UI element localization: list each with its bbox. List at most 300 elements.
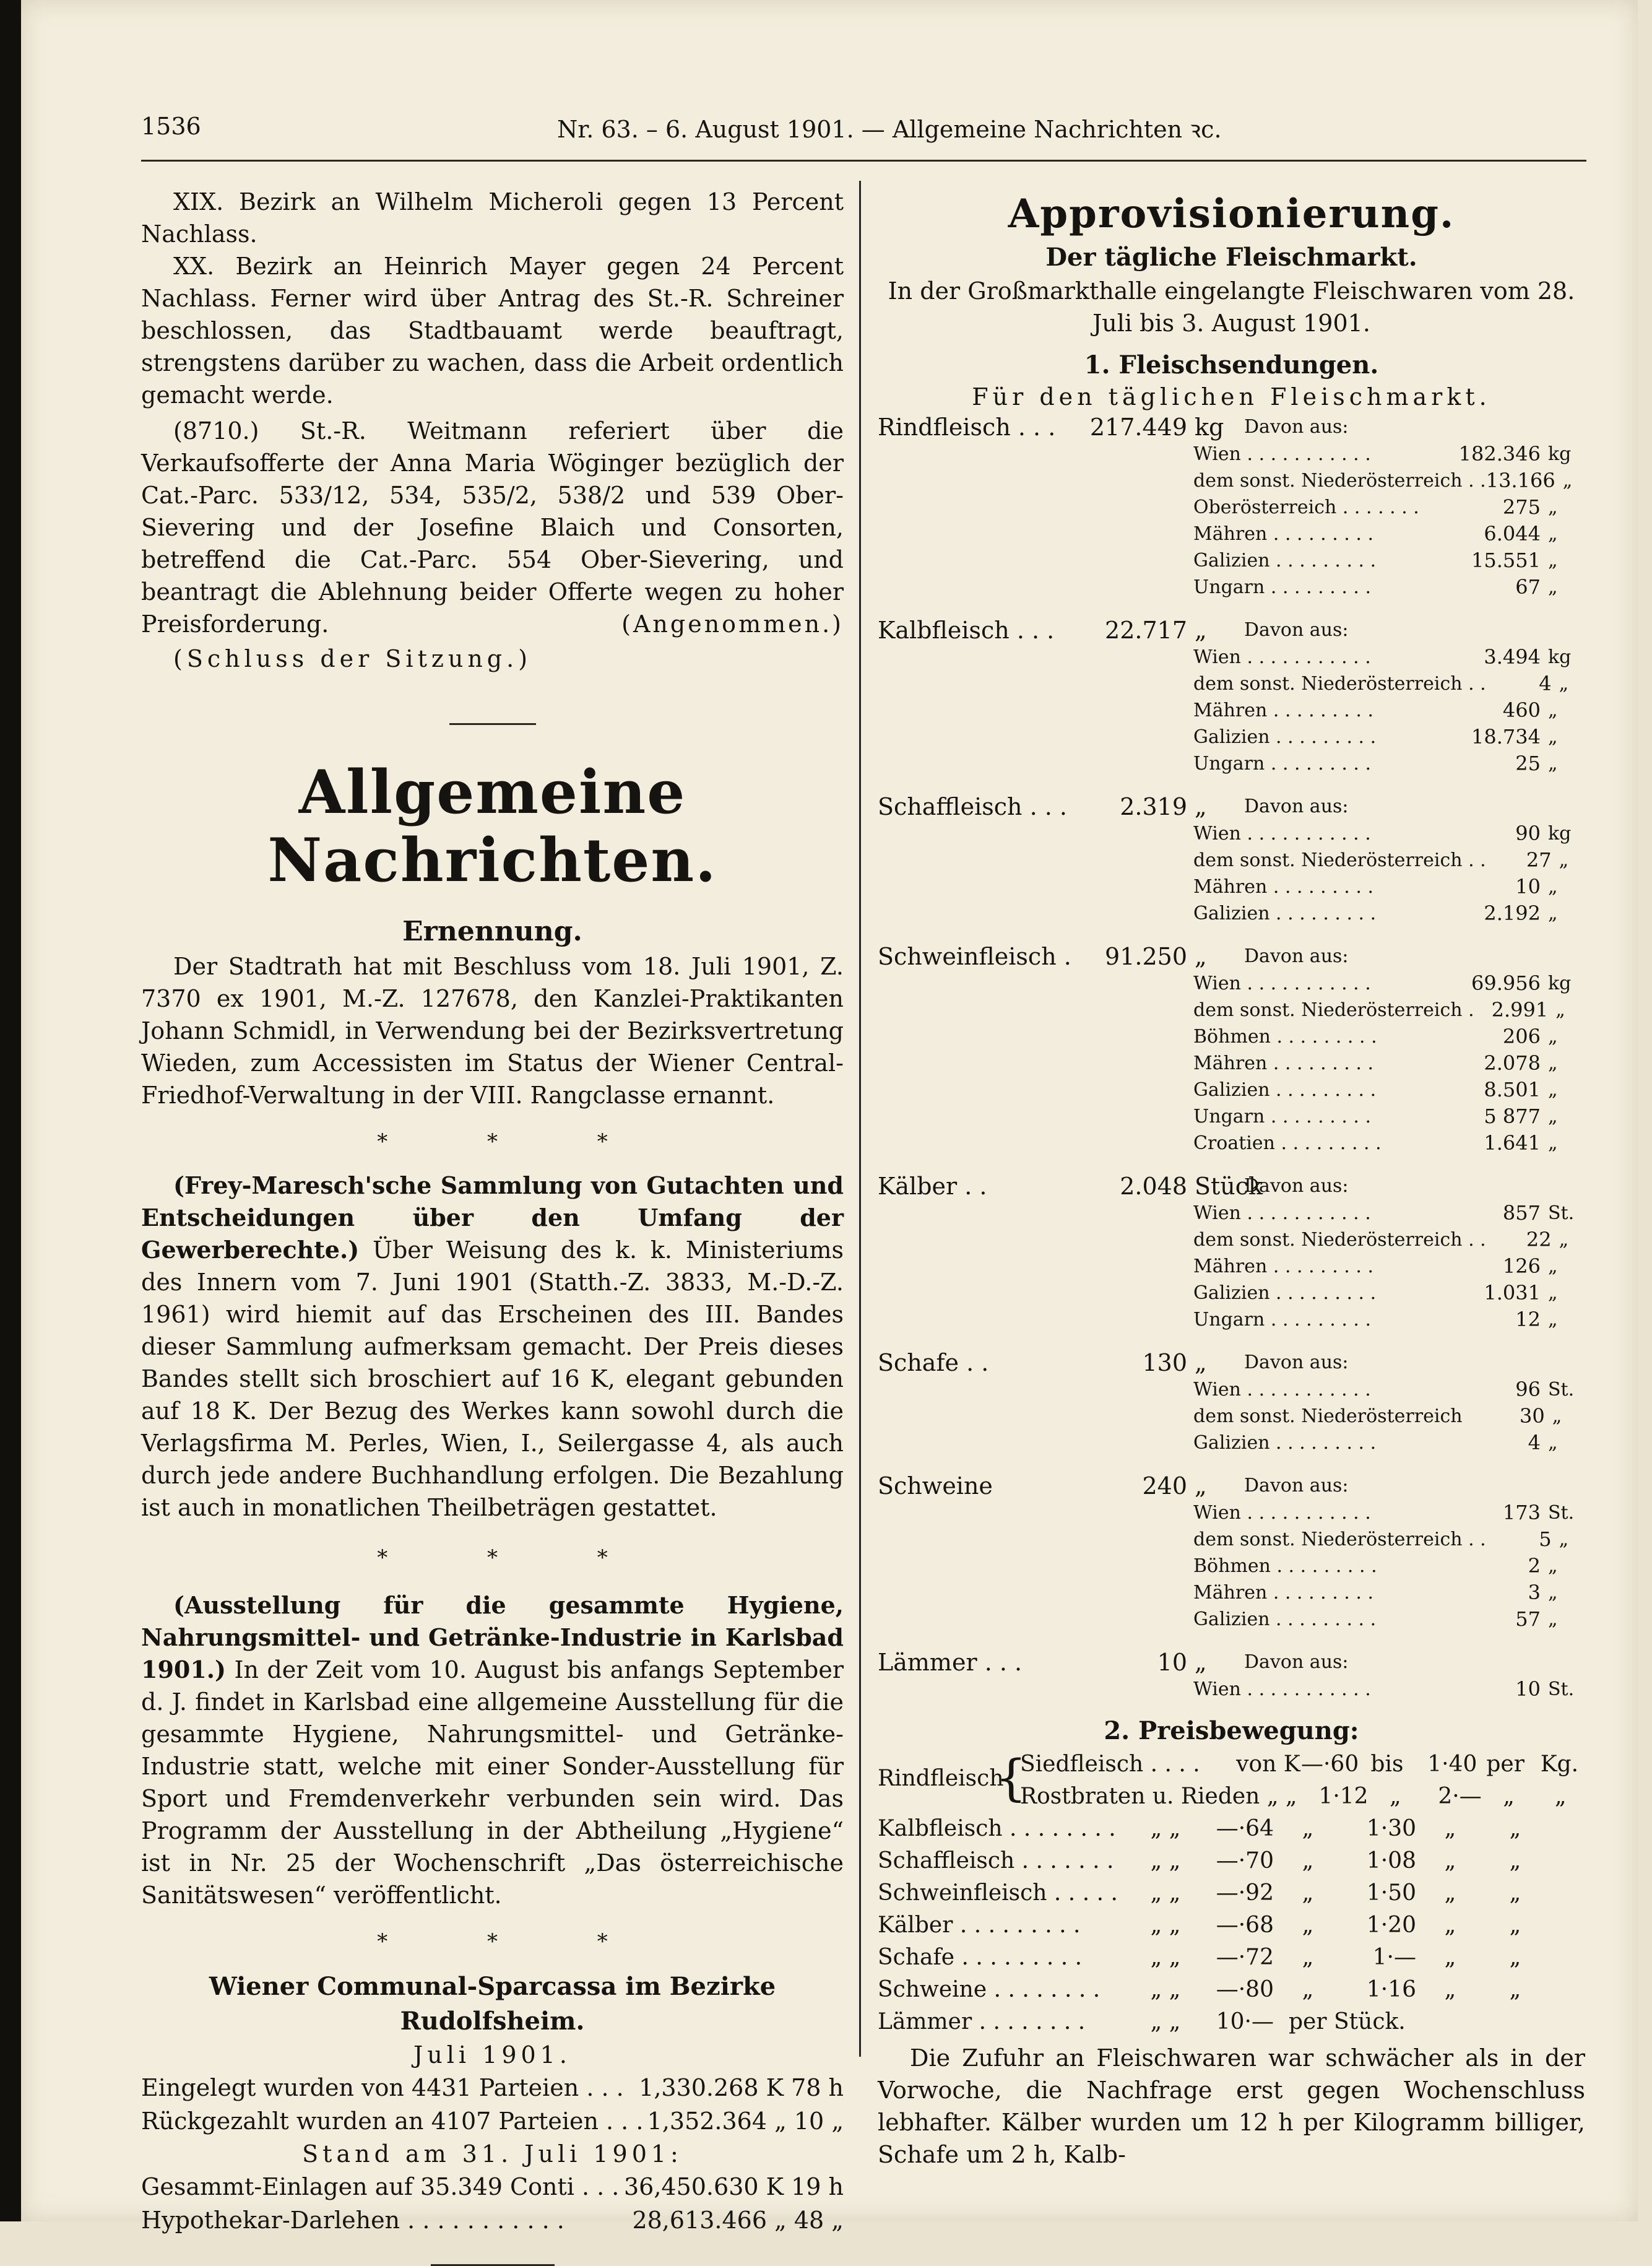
davon-label: Davon aus:: [1244, 1651, 1349, 1673]
price-from-label: „ „: [1150, 2009, 1181, 2034]
origin-row: [878, 1200, 1585, 1226]
davon-label: Davon aus:: [1244, 1175, 1349, 1197]
price-per-label: „: [1444, 1848, 1456, 1873]
meat-group: [878, 793, 1585, 927]
origin-value: 4: [1528, 1431, 1541, 1454]
price-to-label: „: [1302, 1977, 1314, 2002]
running-title: Nr. 63. – 6. August 1901. — Allgemeine Nachrichten ꝛc.: [557, 116, 1222, 143]
origin-name: Mähren . . . . . . . . .: [1193, 523, 1373, 545]
meat-group-header: [878, 414, 1585, 441]
price-min: 1·12: [1318, 1784, 1369, 1809]
price-min: —·72: [1216, 1945, 1274, 1970]
origin-value: 173: [1502, 1501, 1541, 1524]
origin-name: dem sonst. Niederösterreich . .: [1193, 1229, 1486, 1251]
eingelegt-value: 1,330.268 K 78 h: [639, 2074, 844, 2101]
origin-value: 69.956: [1471, 971, 1541, 995]
origin-value: 30: [1520, 1404, 1545, 1428]
price-max: 1·40: [1427, 1752, 1477, 1777]
origin-name: Galizien . . . . . . . . .: [1193, 903, 1377, 924]
origin-value: 206: [1502, 1025, 1541, 1048]
origin-row: [878, 494, 1585, 521]
council-para-xix: XIX. Bezirk an Wilhelm Micheroli gegen 13 Percent Nachlass.: [141, 188, 844, 248]
price-from-label: „ „: [1150, 1945, 1181, 1970]
meat-table: [878, 414, 1585, 1703]
section-divider: [449, 723, 536, 725]
origin-value: 12: [1515, 1308, 1541, 1331]
gesammt-label: Gesammt-Einlagen auf 35.349 Conti . . .: [141, 2173, 620, 2200]
stars-divider-3: * * *: [377, 1929, 608, 1954]
price-row: [878, 1909, 1585, 1942]
header-rule: [141, 160, 1586, 162]
meat-quantity: 130: [1142, 1349, 1187, 1376]
meat-unit: „: [1195, 1649, 1207, 1676]
origin-row: [878, 1226, 1585, 1253]
origin-row: [878, 820, 1585, 847]
origin-name: Oberösterreich . . . . . . .: [1193, 497, 1419, 518]
meat-quantity: 10: [1157, 1649, 1187, 1676]
origin-unit: „: [1548, 497, 1558, 518]
origin-unit: kg: [1548, 973, 1572, 994]
origin-value: 3.494: [1484, 645, 1541, 669]
origin-unit: „: [1548, 753, 1558, 775]
price-per-label: „: [1444, 1977, 1456, 2002]
price-max: 2·—: [1438, 1784, 1482, 1809]
origin-row: [878, 441, 1585, 467]
price-item: Rostbraten u. Rieden: [1020, 1784, 1260, 1809]
origin-unit: kg: [1548, 823, 1572, 844]
price-item: Schafe . . . . . . . . .: [878, 1945, 1083, 1970]
sparcassa-month: Juli 1901.: [413, 2041, 571, 2068]
origin-row: [878, 1579, 1585, 1606]
meat-name: Schaffleisch . . .: [878, 793, 1067, 820]
origin-value: 2: [1528, 1554, 1541, 1578]
origin-value: 90: [1515, 822, 1541, 845]
origin-name: Ungarn . . . . . . . . .: [1193, 1309, 1372, 1331]
meat-quantity: 91.250: [1105, 943, 1187, 970]
origin-unit: „: [1559, 1529, 1569, 1550]
gesammt-row: [141, 2170, 844, 2203]
davon-label: Davon aus:: [1244, 945, 1349, 967]
origin-value: 3: [1528, 1581, 1541, 1604]
origin-name: dem sonst. Niederösterreich . .: [1193, 470, 1486, 492]
price-max: 1·16: [1366, 1977, 1416, 2002]
origin-unit: „: [1548, 1282, 1558, 1304]
hypothekar-label: Hypothekar-Darlehen . . . . . . . . . . .: [141, 2207, 564, 2234]
origin-unit: „: [1548, 523, 1558, 545]
meat-unit: „: [1195, 1472, 1207, 1500]
origin-row: [878, 1023, 1585, 1050]
origin-name: Galizien . . . . . . . . .: [1193, 550, 1377, 571]
price-unit: „: [1509, 1912, 1521, 1938]
origin-value: 5: [1539, 1527, 1552, 1551]
price-min: —·92: [1216, 1880, 1274, 1906]
meat-name: Schweine: [878, 1472, 993, 1500]
meat-quantity: 240: [1142, 1472, 1187, 1500]
meat-group: [878, 414, 1585, 601]
davon-label: Davon aus:: [1244, 1352, 1349, 1373]
meat-quantity: 22.717: [1105, 617, 1187, 644]
meat-group-header: [878, 793, 1585, 820]
origin-value: 2.192: [1484, 901, 1541, 925]
origin-name: Wien . . . . . . . . . . .: [1193, 1202, 1371, 1224]
price-max: 1·50: [1366, 1880, 1416, 1906]
price-from-label: von K: [1236, 1752, 1300, 1777]
meat-group: [878, 1349, 1585, 1456]
meat-group-header: [878, 943, 1585, 970]
hypothekar-value: 28,613.466 „ 48 „: [632, 2207, 844, 2234]
origin-unit: „: [1555, 999, 1565, 1021]
origin-row: [878, 1553, 1585, 1579]
origin-value: 25: [1515, 752, 1541, 775]
meat-group: [878, 943, 1585, 1157]
price-item: Schweinfleisch . . . . .: [878, 1880, 1118, 1906]
price-rind-label: Rindfleisch: [878, 1766, 1004, 1791]
sec1-title: 1. Fleischsendungen.: [1084, 350, 1379, 380]
origin-name: dem sonst. Niederösterreich . .: [1193, 1529, 1486, 1550]
origin-name: Croatien . . . . . . . . .: [1193, 1132, 1382, 1154]
origin-name: Ungarn . . . . . . . . .: [1193, 1106, 1372, 1127]
origin-unit: St.: [1548, 1379, 1575, 1400]
price-from-label: „ „: [1150, 1880, 1181, 1906]
origin-row: [878, 644, 1585, 671]
origin-row: [878, 724, 1585, 750]
price-min: —·64: [1216, 1816, 1274, 1841]
price-per-label: „: [1444, 1912, 1456, 1938]
origin-value: 96: [1515, 1378, 1541, 1401]
price-per-label: per: [1486, 1752, 1524, 1777]
price-max: 1·20: [1366, 1912, 1416, 1938]
origin-name: dem sonst. Niederösterreich: [1193, 1405, 1463, 1427]
origin-row: [878, 997, 1585, 1023]
meat-quantity: 217.449: [1089, 414, 1187, 441]
brace-icon: {: [995, 1749, 1027, 1807]
davon-label: Davon aus:: [1244, 796, 1349, 817]
price-to-label: „: [1302, 1816, 1314, 1841]
price-min: —·60: [1300, 1752, 1359, 1777]
origin-unit: „: [1548, 726, 1558, 748]
meat-name: Rindfleisch . . .: [878, 414, 1056, 441]
price-from-label: „ „: [1150, 1977, 1181, 2002]
approvisionierung-title: Approvisionierung.: [1008, 191, 1455, 237]
origin-unit: kg: [1548, 646, 1572, 668]
meat-group-header: [878, 1349, 1585, 1376]
origin-value: 5 877: [1484, 1105, 1541, 1128]
origin-value: 8.501: [1484, 1078, 1541, 1101]
rueckgezahlt-label: Rückgezahlt wurden an 4107 Parteien . . .: [141, 2108, 644, 2135]
origin-name: Wien . . . . . . . . . . .: [1193, 973, 1371, 994]
sammlung-title: (Frey-Maresch'sche Sammlung von Gutachten und Entscheidungen über den Umfang der Gewerberechte.): [141, 1171, 844, 1264]
origin-row: [878, 574, 1585, 601]
price-unit: „: [1554, 1784, 1567, 1809]
origin-unit: „: [1548, 700, 1558, 721]
origin-unit: „: [1548, 1026, 1558, 1048]
fleischmarkt-subtitle: Der tägliche Fleischmarkt.: [1045, 243, 1417, 272]
origin-value: 67: [1515, 575, 1541, 599]
sec2-title: 2. Preisbewegung:: [1104, 1716, 1359, 1745]
origin-unit: St.: [1548, 1502, 1575, 1524]
price-row: [878, 1942, 1585, 1974]
price-to-label: „: [1390, 1784, 1401, 1809]
price-item: Kalbfleisch . . . . . . . .: [878, 1816, 1116, 1841]
origin-name: Galizien . . . . . . . . .: [1193, 726, 1377, 748]
origin-unit: „: [1548, 1256, 1558, 1277]
rueckgezahlt-value: 1,352.364 „ 10 „: [647, 2108, 844, 2135]
schluss-note: (Schluss der Sitzung.): [173, 645, 532, 672]
origin-name: Mähren . . . . . . . . .: [1193, 1053, 1373, 1074]
origin-unit: „: [1559, 673, 1569, 695]
sec1-subtitle: Für den täglichen Fleischmarkt.: [972, 383, 1491, 410]
left-column: [141, 186, 844, 2266]
price-item: Siedfleisch . . . .: [1020, 1752, 1200, 1777]
price-unit: „: [1509, 1945, 1521, 1970]
origin-row: [878, 1500, 1585, 1526]
origin-unit: „: [1548, 1106, 1558, 1127]
price-min: —·70: [1216, 1848, 1274, 1873]
origin-name: Mähren . . . . . . . . .: [1193, 1256, 1373, 1277]
origin-value: 22: [1526, 1228, 1552, 1251]
origin-row: [878, 1253, 1585, 1280]
right-column: [878, 186, 1585, 2171]
origin-name: Ungarn . . . . . . . . .: [1193, 576, 1372, 598]
davon-label: Davon aus:: [1244, 1475, 1349, 1496]
origin-row: [878, 671, 1585, 697]
davon-label: Davon aus:: [1244, 416, 1349, 438]
price-row: [878, 1845, 1585, 1877]
council-para-8710: (8710.) St.-R. Weitmann referiert über die Verkaufsofferte der Anna Maria Wöginger bezüglich der Cat.-Parc. 533/12, 534, 535/2, 538/2 und 539 Ober-Sievering und der Josefine Blaich und Consorten, betreffend die Cat.-Parc. 554 Ober-Sievering, und beantragt die Ablehnung beider Offerte wegen zu hoher Preisforderung.: [141, 417, 844, 638]
price-from-label: „ „: [1266, 1784, 1297, 1809]
price-unit: „: [1509, 1848, 1521, 1873]
meat-group-header: [878, 1173, 1585, 1200]
origin-value: 57: [1515, 1607, 1541, 1631]
origin-row: [878, 1430, 1585, 1456]
origin-name: Galizien . . . . . . . . .: [1193, 1608, 1377, 1630]
origin-name: Galizien . . . . . . . . .: [1193, 1432, 1377, 1454]
origin-name: Galizien . . . . . . . . .: [1193, 1079, 1377, 1101]
origin-value: 275: [1502, 495, 1541, 519]
origin-unit: „: [1548, 1079, 1558, 1101]
ernennung-title: Ernennung.: [402, 916, 582, 947]
eingelegt-label: Eingelegt wurden von 4431 Parteien . . .: [141, 2074, 624, 2101]
price-min: —·68: [1216, 1912, 1274, 1938]
price-to-label: per Stück.: [1289, 2009, 1406, 2034]
origin-row: [878, 1306, 1585, 1333]
origin-row: [878, 1077, 1585, 1103]
meat-unit: „: [1195, 943, 1207, 970]
origin-name: Wien . . . . . . . . . . .: [1193, 1678, 1371, 1700]
origin-name: Mähren . . . . . . . . .: [1193, 876, 1373, 898]
origin-value: 15.551: [1471, 549, 1541, 572]
price-to-label: „: [1302, 1912, 1314, 1938]
origin-value: 6.044: [1484, 522, 1541, 545]
meat-group: [878, 617, 1585, 777]
origin-value: 857: [1502, 1201, 1541, 1225]
column-rule: [859, 181, 861, 2057]
price-table: [878, 1748, 1585, 2038]
origin-name: dem sonst. Niederösterreich . .: [1193, 673, 1486, 695]
origin-row: [878, 847, 1585, 874]
hypothekar-row: [141, 2203, 844, 2237]
price-to-label: „: [1302, 1848, 1314, 1873]
price-per-label: „: [1444, 1880, 1456, 1906]
meat-group: [878, 1173, 1585, 1333]
meat-group-header: [878, 617, 1585, 644]
origin-row: [878, 1606, 1585, 1633]
origin-value: 4: [1539, 672, 1552, 695]
price-to-label: „: [1302, 1880, 1314, 1906]
price-per-label: „: [1444, 1945, 1456, 1970]
price-row: [878, 1974, 1585, 2006]
origin-unit: „: [1548, 1582, 1558, 1604]
origin-row: [878, 467, 1585, 494]
origin-value: 18.734: [1471, 725, 1541, 749]
eingelegt-row: [141, 2071, 844, 2104]
origin-row: [878, 1103, 1585, 1130]
davon-label: Davon aus:: [1244, 619, 1349, 641]
origin-name: dem sonst. Niederösterreich . .: [1193, 849, 1486, 871]
origin-value: 2.991: [1491, 998, 1549, 1022]
meat-name: Schweinfleisch .: [878, 943, 1071, 970]
origin-unit: St.: [1548, 1678, 1575, 1700]
gesammt-value: 36,450.630 K 19 h: [623, 2173, 844, 2200]
price-per-label: „: [1503, 1784, 1515, 1809]
origin-unit: „: [1548, 876, 1558, 898]
origin-name: Böhmen . . . . . . . . .: [1193, 1026, 1377, 1048]
section-title-allgemeine: Allgemeine Nachrichten.: [267, 757, 717, 895]
origin-unit: „: [1548, 903, 1558, 924]
origin-value: 126: [1502, 1254, 1541, 1278]
origin-row: [878, 1526, 1585, 1553]
price-unit: „: [1509, 1816, 1521, 1841]
origin-row: [878, 1676, 1585, 1703]
page-number: 1536: [141, 113, 201, 140]
origin-name: Mähren . . . . . . . . .: [1193, 700, 1373, 721]
meat-unit: „: [1195, 1349, 1207, 1376]
origin-unit: „: [1548, 1432, 1558, 1454]
origin-value: 2.078: [1484, 1051, 1541, 1075]
meat-unit: Stück: [1195, 1173, 1263, 1200]
closing-text: Die Zufuhr an Fleischwaren war schwächer als in der Vorwoche, die Nachfrage erst gegen Wochenschluss lebhafter. Kälber wurden um 12 h per Kilogramm billiger, Schafe um 2 h, Kalb-: [878, 2044, 1585, 2168]
rueckgezahlt-row: [141, 2104, 844, 2138]
price-from-label: „ „: [1150, 1816, 1181, 1841]
meat-name: Kälber . .: [878, 1173, 987, 1200]
origin-row: [878, 750, 1585, 777]
price-max: 1·08: [1366, 1848, 1416, 1873]
origin-row: [878, 1403, 1585, 1430]
sparcassa-title: Wiener Communal-Sparcassa im Bezirke Rudolfsheim.: [209, 1972, 776, 2036]
meat-quantity: 2.048: [1120, 1173, 1187, 1200]
origin-row: [878, 697, 1585, 724]
meat-unit: „: [1195, 617, 1207, 644]
ausstellung-text: In der Zeit vom 10. August bis anfangs September d. J. findet in Karlsbad eine allgemeine Ausstellung für die gesammte Hygiene, Nahrungsmittel- und Getränke-Industrie statt, welche mit einer Sonder-Ausstellung für Sport und Fremdenverkehr verbunden sein wird. Das Programm der Ausstellung in der Abtheilung „Hygiene“ ist in Nr. 25 der Wochenschrift „Das österreichische Sanitätswesen“ veröffentlicht.: [141, 1656, 844, 1909]
origin-unit: „: [1548, 576, 1558, 598]
origin-name: Mähren . . . . . . . . .: [1193, 1582, 1373, 1604]
origin-name: Wien . . . . . . . . . . .: [1193, 1379, 1371, 1400]
price-row: [878, 2006, 1585, 2038]
origin-unit: „: [1562, 470, 1573, 492]
price-item: Schaffleisch . . . . . . .: [878, 1848, 1114, 1873]
meat-name: Kalbfleisch . . .: [878, 617, 1055, 644]
origin-value: 460: [1502, 698, 1541, 722]
meat-name: Lämmer . . .: [878, 1649, 1023, 1676]
origin-row: [878, 1376, 1585, 1403]
origin-name: Böhmen . . . . . . . . .: [1193, 1555, 1377, 1577]
origin-unit: kg: [1548, 443, 1572, 465]
price-to-label: bis: [1370, 1752, 1404, 1777]
origin-name: Wien . . . . . . . . . . .: [1193, 1502, 1371, 1524]
origin-unit: „: [1559, 1229, 1569, 1251]
price-item: Lämmer . . . . . . . .: [878, 2009, 1086, 2034]
meat-group-header: [878, 1649, 1585, 1676]
meat-group: [878, 1649, 1585, 1703]
origin-name: Wien . . . . . . . . . . .: [1193, 443, 1371, 465]
origin-row: [878, 547, 1585, 574]
ausstellung-title: (Ausstellung für die gesammte Hygiene, Nahrungsmittel- und Getränke-Industrie in Karlsbad 1901.): [141, 1591, 844, 1683]
origin-name: Ungarn . . . . . . . . .: [1193, 753, 1372, 775]
price-min: 10·—: [1216, 2009, 1274, 2034]
meat-name: Schafe . .: [878, 1349, 989, 1376]
origin-name: Galizien . . . . . . . . .: [1193, 1282, 1377, 1304]
price-item: Schweine . . . . . . . .: [878, 1977, 1101, 2002]
meat-unit: „: [1195, 793, 1207, 820]
price-to-label: „: [1302, 1945, 1314, 1970]
origin-row: [878, 1280, 1585, 1306]
ernennung-text: Der Stadtrath hat mit Beschluss vom 18. Juli 1901, Z. 7370 ex 1901, M.-Z. 127678, den Kanzlei-Praktikanten Johann Schmidl, in Verwendung bei der Bezirksvertretung Wieden, zum Accessisten im Status der Wiener Central-Friedhof-Verwaltung in der VIII. Rangclasse ernannt.: [141, 953, 844, 1109]
origin-unit: „: [1548, 1309, 1558, 1331]
price-min: —·80: [1216, 1977, 1274, 2002]
origin-row: [878, 900, 1585, 927]
price-unit: „: [1509, 1880, 1521, 1906]
price-unit: „: [1509, 1977, 1521, 2002]
origin-unit: „: [1548, 1608, 1558, 1630]
price-item: Kälber . . . . . . . . .: [878, 1912, 1081, 1938]
price-from-label: „ „: [1150, 1912, 1181, 1938]
origin-row: [878, 1050, 1585, 1077]
origin-name: dem sonst. Niederösterreich .: [1193, 999, 1474, 1021]
price-per-label: „: [1444, 1816, 1456, 1841]
price-row: [878, 1877, 1585, 1909]
origin-value: 13.166: [1486, 469, 1555, 492]
price-row: [878, 1813, 1585, 1845]
stars-divider-1: * * *: [377, 1129, 608, 1154]
origin-unit: „: [1559, 849, 1569, 871]
origin-row: [878, 874, 1585, 900]
origin-unit: „: [1548, 1132, 1558, 1154]
origin-unit: „: [1548, 550, 1558, 571]
meat-unit: kg: [1195, 414, 1224, 441]
stand-title: Stand am 31. Juli 1901:: [302, 2140, 683, 2168]
origin-unit: St.: [1548, 1202, 1575, 1224]
price-max: 1·30: [1366, 1816, 1416, 1841]
origin-value: 1.641: [1484, 1131, 1541, 1155]
origin-row: [878, 521, 1585, 547]
origin-row: [878, 1130, 1585, 1157]
price-unit: Kg.: [1540, 1752, 1579, 1777]
meat-group: [878, 1472, 1585, 1633]
origin-unit: „: [1548, 1555, 1558, 1577]
sammlung-text: Über Weisung des k. k. Ministeriums des Innern vom 7. Juni 1901 (Statth.-Z. 3833, M.-D.-Z. 1961) wird hiemit auf das Erscheinen des III. Bandes dieser Sammlung aufmerksam gemacht. Der Preis dieses Bandes stellt sich broschiert auf 16 K, elegant gebunden auf 18 K. Der Bezug des Werkes kann sowohl durch die Verlagsfirma M. Perles, Wien, I., Seilergasse 4, als auch durch jede andere Buchhandlung erfolgen. Die Bezahlung ist auch in monatlichen Theilbeträgen gestattet.: [141, 1236, 844, 1521]
origin-value: 27: [1526, 848, 1552, 872]
origin-row: [878, 970, 1585, 997]
price-from-label: „ „: [1150, 1848, 1181, 1873]
price-max: 1·—: [1372, 1945, 1416, 1970]
origin-unit: „: [1548, 1053, 1558, 1074]
fleischmarkt-intro: In der Großmarkthalle eingelangte Fleischwaren vom 28. Juli bis 3. August 1901.: [888, 277, 1575, 337]
scan-edge: [0, 0, 21, 2221]
origin-name: Wien . . . . . . . . . . .: [1193, 823, 1371, 844]
origin-value: 1.031: [1484, 1281, 1541, 1304]
meat-quantity: 2.319: [1120, 793, 1187, 820]
angenommen-note: (Angenommen.): [621, 610, 844, 638]
